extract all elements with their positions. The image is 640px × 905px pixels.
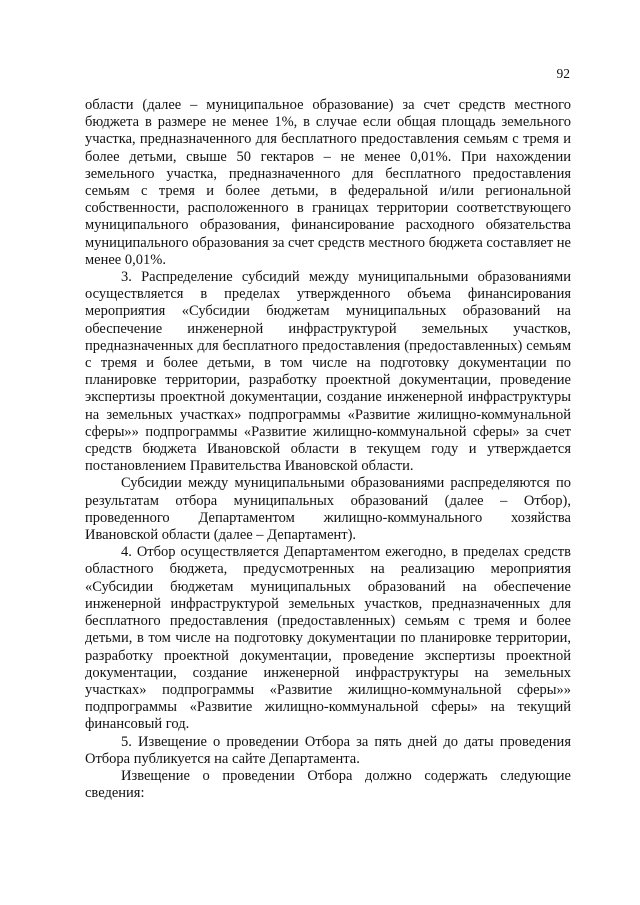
paragraph-item-3: 3. Распределение субсидий между муниципальными образованиями осуществляется в пределах утвержденного объема финансирования мероприятия «Субсидии бюджетам муниципальных образований на обеспечение инженерной инфраструктурой земельных участков, предназначенных для бесплатного предоставления (предоставленных) семьям с тремя и более детьми, в том числе на подготовку документации по планировке территории, разработку проектной документации, проведение экспертизы проектной документации, создание инженерной инфраструктуры на земельных участках» подпрограммы «Развитие жилищно-коммунальной сферы»» подпрограммы «Развитие жилищно-коммунальной сферы» за счет средств бюджета Ивановской области в текущем году и утверждается постановлением Правительства Ивановской области. [85, 269, 571, 475]
paragraph-item-5: 5. Извещение о проведении Отбора за пять дней до даты проведения Отбора публикуется на сайте Департамента. [85, 733, 571, 767]
paragraph-notice-contents: Извещение о проведении Отбора должно содержать следующие сведения: [85, 767, 571, 802]
paragraph-continuation: области (далее – муниципальное образование) за счет средств местного бюджета в размере не менее 1%, в случае если общая площадь земельного участка, предназначенного для бесплатного предоставления семьям с тремя и более детьми, свыше 50 гектаров – не менее 0,01%. При нахождении земельного участка, предназначенного для бесплатного предоставления семьям с тремя и более детьми, в федеральной и/или региональной собственности, расположенного в границах территории соответствующего муниципального образования, финансирование расходного обязательства муниципального образования за счет средств местного бюджета составляет не менее 0,01%. [85, 97, 571, 268]
document-body [85, 97, 571, 802]
page-number: 92 [556, 66, 570, 81]
paragraph-item-4: 4. Отбор осуществляется Департаментом ежегодно, в пределах средств областного бюджета, предусмотренных на реализацию мероприятия «Субсидии бюджетам муниципальных образований на обеспечение инженерной инфраструктурой земельных участков, предназначенных для бесплатного предоставления (предоставленных) семьям с тремя и более детьми, в том числе на подготовку документации по планировке территории, разработку проектной документации, проведение экспертизы проектной документации, создание инженерной инфраструктуры на земельных участках» подпрограммы «Развитие жилищно-коммунальной сферы»» подпрограммы «Развитие жилищно-коммунальной сферы» на текущий финансовый год. [85, 544, 571, 733]
paragraph-subsidy-distribution: Субсидии между муниципальными образованиями распределяются по результатам отбора муниципальных образований (далее – Отбор), проведенного Департаментом жилищно-коммунального хозяйства Ивановской области (далее – Департамент). [85, 475, 571, 544]
